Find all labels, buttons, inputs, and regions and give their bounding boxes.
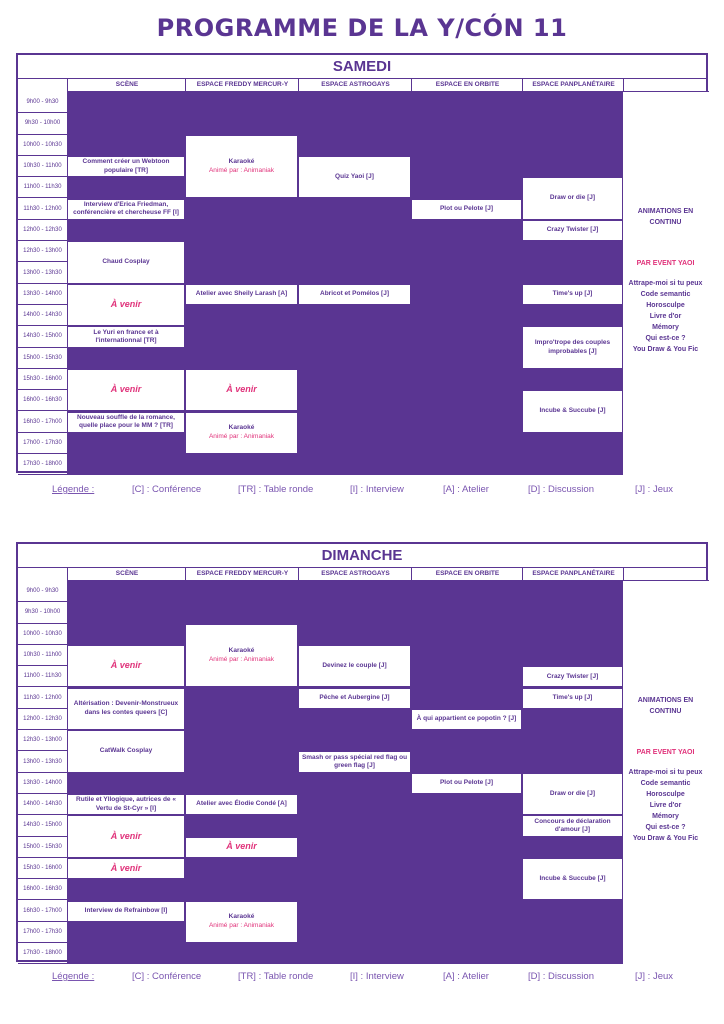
event-title: Nouveau souffle de la romance, quelle place pour le MM ? [TR] bbox=[77, 413, 175, 430]
day-title: DIMANCHE bbox=[18, 544, 706, 568]
time-slot: 17h30 - 18h00 bbox=[18, 454, 67, 475]
time-slot: 15h00 - 15h30 bbox=[18, 837, 67, 858]
time-slot: 10h30 - 11h00 bbox=[18, 645, 67, 666]
column-header: ESPACE FREDDY MERCUR-Y bbox=[185, 79, 299, 92]
event-title: Karaoké bbox=[228, 647, 255, 655]
side-item: Mémory bbox=[652, 813, 679, 820]
event-cell[interactable] bbox=[67, 199, 185, 220]
time-slot: 13h00 - 13h30 bbox=[18, 751, 67, 772]
time-slot: 15h30 - 16h00 bbox=[18, 858, 67, 879]
event-cell[interactable] bbox=[522, 666, 623, 687]
time-slot: 15h30 - 16h00 bbox=[18, 369, 67, 390]
event-cell[interactable] bbox=[67, 688, 185, 731]
column-header: ESPACE ASTROGAYS bbox=[298, 79, 412, 92]
time-slot: 14h00 - 14h30 bbox=[18, 305, 67, 326]
legend-item: [I] : Interview bbox=[350, 484, 404, 495]
event-cell[interactable] bbox=[522, 815, 623, 836]
time-slot: 12h30 - 13h00 bbox=[18, 730, 67, 751]
event-cell[interactable] bbox=[67, 901, 185, 922]
event-cell[interactable] bbox=[298, 156, 411, 199]
time-slot: 12h00 - 12h30 bbox=[18, 709, 67, 730]
event-host: Animé par : Animaniak bbox=[208, 655, 275, 663]
event-cell[interactable] bbox=[411, 773, 522, 794]
legend-label: Légende : bbox=[52, 484, 95, 495]
event-title: Interview d'Erica Friedman, conférencière et chercheuse FF [I] bbox=[73, 200, 179, 217]
event-title: Pêche et Aubergine [J] bbox=[319, 693, 390, 701]
event-cell[interactable] bbox=[298, 751, 411, 772]
legend-item: [J] : Jeux bbox=[635, 484, 674, 495]
event-title: Chaud Cosplay bbox=[102, 258, 150, 266]
event-cell[interactable] bbox=[185, 624, 298, 688]
time-slot: 17h30 - 18h00 bbox=[18, 943, 67, 964]
time-slot: 10h00 - 10h30 bbox=[18, 624, 67, 645]
side-event-title: PAR EVENT YAOI bbox=[636, 260, 695, 267]
event-title: Altérisation : Devenir-Monstrueux dans les contes queers [C] bbox=[73, 700, 179, 716]
event-cell[interactable] bbox=[522, 390, 623, 433]
column-header-side bbox=[623, 79, 709, 92]
event-cell[interactable] bbox=[298, 284, 411, 305]
legend-item: [A] : Atelier bbox=[443, 484, 489, 495]
event-cell[interactable] bbox=[185, 901, 298, 944]
event-cell[interactable] bbox=[522, 284, 623, 305]
sunday-schedule bbox=[16, 542, 708, 962]
event-cell[interactable] bbox=[185, 794, 298, 815]
column-header: ESPACE FREDDY MERCUR-Y bbox=[185, 568, 299, 581]
time-slot: 9h00 - 9h30 bbox=[18, 92, 67, 113]
time-slot: 17h00 - 17h30 bbox=[18, 433, 67, 454]
side-item: Attrape-moi si tu peux bbox=[628, 769, 703, 776]
event-cell[interactable] bbox=[298, 645, 411, 688]
event-cell[interactable] bbox=[67, 369, 185, 412]
event-cell[interactable] bbox=[67, 858, 185, 879]
legend-item: [C] : Conférence bbox=[132, 484, 202, 495]
column-header: ESPACE EN ORBITE bbox=[411, 568, 523, 581]
time-slot: 16h30 - 17h00 bbox=[18, 901, 67, 922]
continuous-animations-panel bbox=[623, 581, 708, 964]
event-cell[interactable] bbox=[522, 858, 623, 901]
legend-item: [D] : Discussion bbox=[528, 484, 594, 495]
event-title: À qui appartient ce popotin ? [J] bbox=[416, 715, 517, 723]
time-slot: 13h00 - 13h30 bbox=[18, 262, 67, 283]
column-header: ESPACE EN ORBITE bbox=[411, 79, 523, 92]
event-title: Karaoké bbox=[228, 424, 255, 432]
event-host: Animé par : Animaniak bbox=[208, 921, 275, 929]
event-cell[interactable] bbox=[522, 688, 623, 709]
day-title: SAMEDI bbox=[18, 55, 706, 79]
time-slot: 11h00 - 11h30 bbox=[18, 177, 67, 198]
side-item: You Draw & You Fic bbox=[632, 835, 699, 842]
event-title: CatWalk Cosplay bbox=[99, 747, 153, 755]
time-slot: 17h00 - 17h30 bbox=[18, 922, 67, 943]
side-heading: ANIMATIONS EN CONTINU bbox=[637, 208, 694, 226]
time-slot: 11h00 - 11h30 bbox=[18, 666, 67, 687]
side-item: Qui est-ce ? bbox=[645, 824, 686, 831]
event-title: À venir bbox=[226, 384, 257, 395]
column-header-side bbox=[623, 568, 709, 581]
event-host: Animé par : Animaniak bbox=[208, 166, 275, 174]
event-cell[interactable] bbox=[522, 220, 623, 241]
event-cell[interactable] bbox=[67, 241, 185, 284]
event-title: Karaoké bbox=[228, 158, 255, 166]
legend-item: [C] : Conférence bbox=[132, 971, 202, 982]
column-header: ESPACE PANPLANÉTAIRE bbox=[522, 79, 624, 92]
event-title: Incube & Succube [J] bbox=[539, 407, 606, 415]
event-title: Plot ou Pelote [J] bbox=[439, 204, 494, 212]
time-slot: 16h00 - 16h30 bbox=[18, 879, 67, 900]
event-title: À venir bbox=[110, 299, 142, 310]
column-header: SCÈNE bbox=[67, 568, 186, 581]
side-event-title: PAR EVENT YAOI bbox=[636, 749, 695, 756]
event-title: À venir bbox=[110, 660, 142, 671]
side-heading: ANIMATIONS EN CONTINU bbox=[637, 697, 694, 715]
event-cell[interactable] bbox=[522, 326, 623, 369]
time-slot: 14h00 - 14h30 bbox=[18, 794, 67, 815]
continuous-animations-panel bbox=[623, 92, 708, 475]
legend-item: [TR] : Table ronde bbox=[238, 971, 314, 982]
page-title: PROGRAMME DE LA Y/CÓN 11 bbox=[156, 14, 568, 42]
event-title: À venir bbox=[110, 830, 142, 841]
time-slot: 13h30 - 14h00 bbox=[18, 773, 67, 794]
time-slot: 16h00 - 16h30 bbox=[18, 390, 67, 411]
time-slot: 9h30 - 10h00 bbox=[18, 602, 67, 623]
event-cell[interactable] bbox=[67, 730, 185, 773]
saturday-schedule bbox=[16, 53, 708, 473]
event-title: Time's up [J] bbox=[552, 693, 593, 701]
time-slot: 9h30 - 10h00 bbox=[18, 113, 67, 134]
event-title: Draw or die [J] bbox=[549, 789, 596, 797]
time-slot: 12h00 - 12h30 bbox=[18, 220, 67, 241]
time-slot: 13h30 - 14h00 bbox=[18, 284, 67, 305]
time-slot: 14h30 - 15h00 bbox=[18, 815, 67, 836]
time-slot: 15h00 - 15h30 bbox=[18, 348, 67, 369]
time-slot: 10h30 - 11h00 bbox=[18, 156, 67, 177]
event-title: Abricot et Pomélos [J] bbox=[320, 290, 389, 298]
event-title: Incube & Succube [J] bbox=[539, 874, 606, 882]
legend-item: [I] : Interview bbox=[350, 971, 404, 982]
event-cell[interactable] bbox=[522, 773, 623, 816]
event-title: À venir bbox=[110, 862, 142, 873]
event-title: Rutile et Yllogique, autrices de « Vertu de St-Cyr » [I] bbox=[76, 796, 176, 812]
event-cell[interactable] bbox=[185, 837, 298, 858]
event-title: À venir bbox=[110, 384, 142, 395]
event-cell[interactable] bbox=[67, 156, 185, 177]
time-slot: 14h30 - 15h00 bbox=[18, 326, 67, 347]
side-item: Code semantic bbox=[640, 780, 691, 787]
time-slot: 11h30 - 12h00 bbox=[18, 199, 67, 220]
legend-item: [A] : Atelier bbox=[443, 971, 489, 982]
event-cell[interactable] bbox=[67, 794, 185, 815]
event-cell[interactable] bbox=[411, 709, 522, 730]
event-title: Draw or die [J] bbox=[549, 194, 596, 202]
legend-label: Légende : bbox=[52, 971, 95, 982]
event-title: Interview de Refrainbow [I] bbox=[84, 906, 168, 914]
legend-item: [D] : Discussion bbox=[528, 971, 594, 982]
side-item: Qui est-ce ? bbox=[645, 335, 686, 342]
event-cell[interactable] bbox=[298, 688, 411, 709]
event-title: À venir bbox=[226, 841, 257, 852]
event-title: Smash or pass spécial red flag ou green flag [J] bbox=[301, 753, 408, 770]
side-item: You Draw & You Fic bbox=[632, 346, 699, 353]
side-item: Code semantic bbox=[640, 291, 691, 298]
event-cell[interactable] bbox=[185, 369, 298, 412]
event-title: Karaoké bbox=[228, 913, 255, 921]
event-cell[interactable] bbox=[185, 412, 298, 455]
event-title: Atelier avec Élodie Condé [A] bbox=[196, 800, 287, 808]
event-title: Concours de déclaration d'amour [J] bbox=[534, 817, 611, 833]
side-item: Horosculpe bbox=[646, 302, 685, 309]
event-cell[interactable] bbox=[67, 284, 185, 327]
event-cell[interactable] bbox=[185, 284, 298, 305]
time-slot: 10h00 - 10h30 bbox=[18, 135, 67, 156]
legend-item: [J] : Jeux bbox=[635, 971, 674, 982]
time-slot: 12h30 - 13h00 bbox=[18, 241, 67, 262]
side-item: Livre d'or bbox=[649, 313, 682, 320]
event-host: Animé par : Animaniak bbox=[208, 432, 275, 440]
event-title: Impro'trope des couples improbables [J] bbox=[534, 339, 611, 355]
event-cell[interactable] bbox=[67, 645, 185, 688]
side-item: Attrape-moi si tu peux bbox=[628, 280, 703, 287]
event-cell[interactable] bbox=[67, 815, 185, 858]
event-title: Devinez le couple [J] bbox=[322, 661, 387, 669]
event-title: Atelier avec Sheily Larash [A] bbox=[195, 290, 288, 298]
event-title: Quiz Yaoi [J] bbox=[335, 172, 374, 180]
time-slot: 11h30 - 12h00 bbox=[18, 688, 67, 709]
event-title: Crazy Twister [J] bbox=[546, 226, 599, 234]
event-title: Time's up [J] bbox=[552, 290, 593, 298]
event-title: Crazy Twister [J] bbox=[546, 672, 599, 680]
column-header: SCÈNE bbox=[67, 79, 186, 92]
time-slot: 16h30 - 17h00 bbox=[18, 412, 67, 433]
event-title: Plot ou Pelote [J] bbox=[439, 779, 494, 787]
event-title: Comment créer un Webtoon populaire [TR] bbox=[82, 158, 170, 174]
event-cell[interactable] bbox=[522, 177, 623, 220]
event-cell[interactable] bbox=[185, 135, 298, 199]
side-item: Mémory bbox=[652, 324, 679, 331]
event-cell[interactable] bbox=[67, 412, 185, 433]
event-cell[interactable] bbox=[67, 326, 185, 347]
side-item: Livre d'or bbox=[649, 802, 682, 809]
column-header: ESPACE PANPLANÉTAIRE bbox=[522, 568, 624, 581]
column-header: ESPACE ASTROGAYS bbox=[298, 568, 412, 581]
time-slot: 9h00 - 9h30 bbox=[18, 581, 67, 602]
event-title: Le Yuri en france et à l'internationnal [TR] bbox=[93, 328, 159, 344]
event-cell[interactable] bbox=[411, 199, 522, 220]
side-item: Horosculpe bbox=[646, 791, 685, 798]
legend-item: [TR] : Table ronde bbox=[238, 484, 314, 495]
